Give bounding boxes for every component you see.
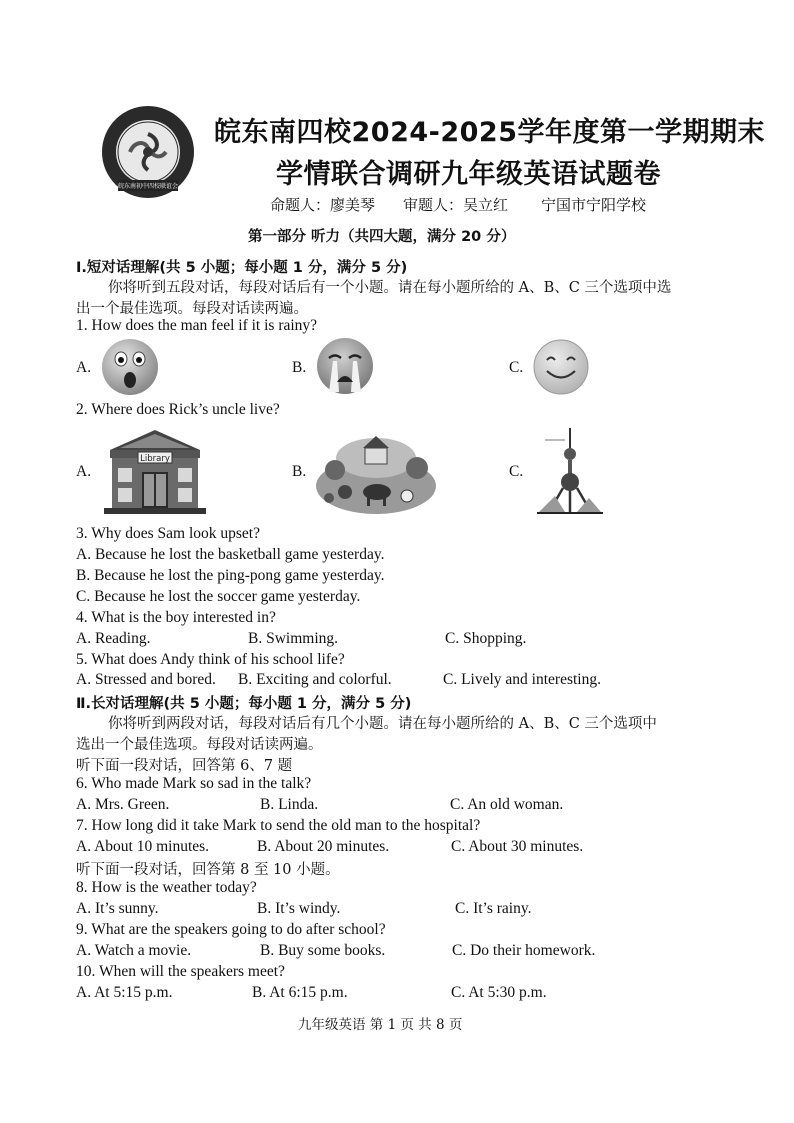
option-b: B. Swimming. <box>248 630 339 647</box>
exam-title-line1: 皖东南四校2024-2025学年度第一学期期末 <box>214 117 765 148</box>
option-a: A. Reading. <box>76 630 151 647</box>
option-c: C. At 5:30 p.m. <box>451 984 547 1001</box>
question-stem: 3. Why does Sam look upset? <box>76 525 260 542</box>
question-stem: 9. What are the speakers going to do after school? <box>76 921 386 938</box>
option-c: C. Do their homework. <box>452 942 596 959</box>
proposer: 命题人：廖美琴 <box>270 196 376 214</box>
farm-countryside-icon <box>315 430 437 514</box>
question-stem: 8. How is the weather today? <box>76 879 257 896</box>
option-b: B. Exciting and colorful. <box>238 671 392 688</box>
option-label: B. <box>292 359 307 376</box>
instructions: 你将听到五段对话，每段对话后有一个小题。请在每小题所给的 A、B、C 三个选项中选 <box>108 280 672 296</box>
page-footer: 九年级英语 第 1 页 共 8 页 <box>298 1017 463 1033</box>
instructions: 选出一个最佳选项。每段对话读两遍。 <box>76 737 323 753</box>
question-stem: 6. Who made Mark so sad in the talk? <box>76 775 312 792</box>
option-b: B. Linda. <box>260 796 319 813</box>
section-title: Ⅱ.长对话理解(共 5 小题；每小题 1 分，满分 5 分) <box>76 696 412 712</box>
option-a: A. About 10 minutes. <box>76 838 210 855</box>
library-sign: Library <box>140 454 170 464</box>
svg-text:皖东南初中四校联谊会: 皖东南初中四校联谊会 <box>117 183 179 190</box>
section-title: Ⅰ.短对话理解(共 5 小题；每小题 1 分，满分 5 分) <box>76 260 408 276</box>
school-logo <box>100 104 196 200</box>
surprised-face-icon <box>100 337 160 397</box>
question-stem: 7. How long did it take Mark to send the old man to the hospital? <box>76 817 481 834</box>
option-c: C. It’s rainy. <box>455 900 532 917</box>
part-title: 第一部分 听力（共四大题，满分 20 分） <box>248 229 516 245</box>
reviewer: 审题人：吴立红 <box>403 196 509 214</box>
question-stem: 4. What is the boy interested in? <box>76 609 276 626</box>
option-a: A. At 5:15 p.m. <box>76 984 173 1001</box>
question-stem: 1. How does the man feel if it is rainy? <box>76 317 318 334</box>
smiling-face-icon <box>532 338 590 396</box>
option-b: B. Buy some books. <box>260 942 386 959</box>
school-name: 宁国市宁阳学校 <box>541 196 647 214</box>
option-b: B. It’s windy. <box>257 900 341 917</box>
question-stem: 2. Where does Rick’s uncle live? <box>76 401 280 418</box>
option-a: A. It’s sunny. <box>76 900 159 917</box>
option-b: B. About 20 minutes. <box>257 838 390 855</box>
option-c: C. An old woman. <box>450 796 564 813</box>
option-a: A. Mrs. Green. <box>76 796 170 813</box>
option-b: B. At 6:15 p.m. <box>252 984 348 1001</box>
option-label: B. <box>292 463 307 480</box>
option-c: C. About 30 minutes. <box>451 838 584 855</box>
listening-prompt: 听下面一段对话，回答第 8 至 10 小题。 <box>76 862 340 878</box>
option-a: A. Stressed and bored. <box>76 671 216 688</box>
option-b: B. Because he lost the ping-pong game yesterday. <box>76 567 385 584</box>
instructions: 出一个最佳选项。每段对话读两遍。 <box>76 301 308 317</box>
instructions: 你将听到两段对话，每段对话后有几个小题。请在每小题所给的 A、B、C 三个选项中 <box>108 716 657 732</box>
option-label: A. <box>76 463 92 480</box>
option-label: C. <box>509 463 524 480</box>
question-stem: 5. What does Andy think of his school life? <box>76 651 345 668</box>
option-label: A. <box>76 359 92 376</box>
option-c: C. Shopping. <box>445 630 527 647</box>
option-label: C. <box>509 359 524 376</box>
tv-tower-icon <box>535 426 605 516</box>
crying-face-icon <box>315 336 375 396</box>
option-c: C. Because he lost the soccer game yesterday. <box>76 588 361 605</box>
question-stem: 10. When will the speakers meet? <box>76 963 285 980</box>
exam-title-line2: 学情联合调研九年级英语试题卷 <box>276 159 661 190</box>
option-a: A. Because he lost the basketball game yesterday. <box>76 546 385 563</box>
library-building-icon <box>102 428 208 514</box>
option-c: C. Lively and interesting. <box>443 671 601 688</box>
option-a: A. Watch a movie. <box>76 942 192 959</box>
listening-prompt: 听下面一段对话，回答第 6、7 题 <box>76 758 293 774</box>
